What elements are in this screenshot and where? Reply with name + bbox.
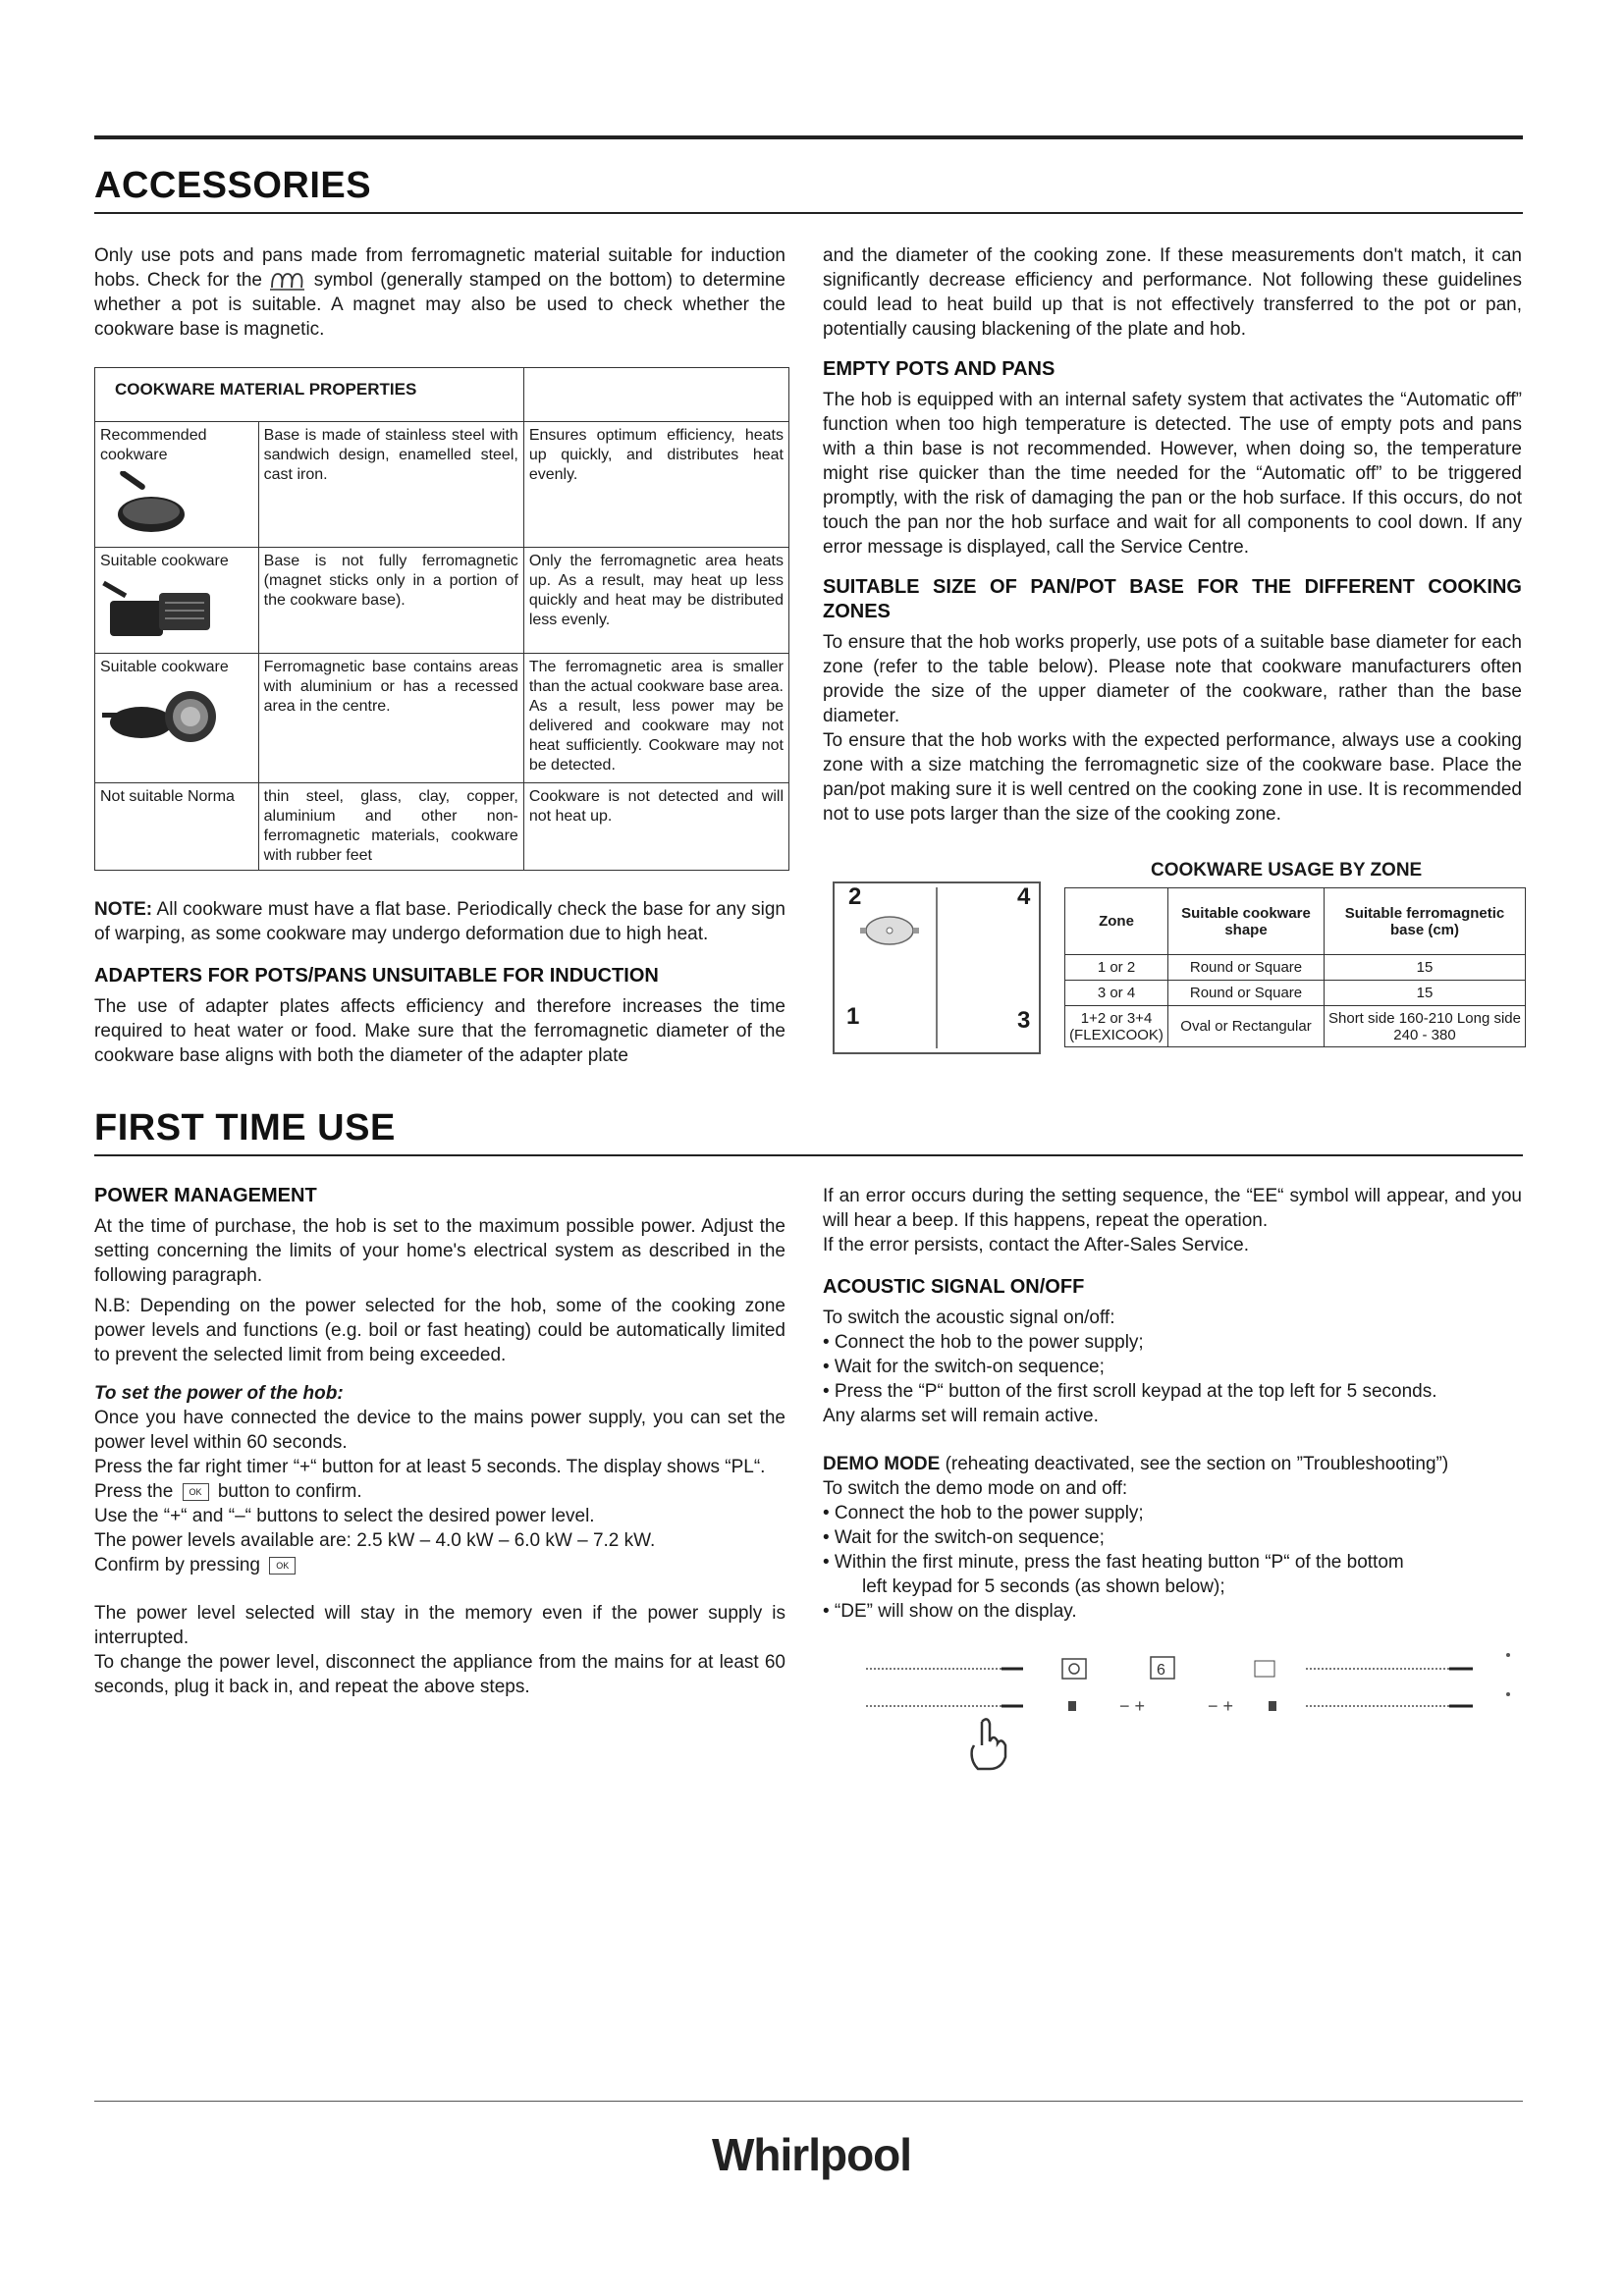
demo-sub: (reheating deactivated, see the section on ”Troubleshooting”) — [945, 1454, 1449, 1474]
row-result: The ferromagnetic area is smaller than the actual cookware base area. As a result, less power may be delivered and cookware may not heat sufficiently. Cookware may not be detected. — [523, 654, 788, 783]
adapters-text: The use of adapter plates affects efficiency and therefore increases the time required to heat water or food. Make sure that the ferromagnetic diameter of the cookware base aligns with both the diameter of the adapter plate — [94, 996, 785, 1066]
cell: Round or Square — [1168, 981, 1325, 1006]
table-row — [1065, 981, 1526, 1006]
accessories-intro — [94, 243, 785, 342]
cell: Oval or Rectangular — [1168, 1006, 1325, 1047]
demo-steps — [823, 1501, 1522, 1624]
pan-base-icon — [100, 683, 238, 752]
list-item: • Wait for the switch-on sequence; — [823, 1527, 1105, 1548]
set-p2: Press the far right timer “+“ button for at least 5 seconds. The display shows “PL“. — [94, 1457, 766, 1477]
acoustic-title: ACOUSTIC SIGNAL ON/OFF — [823, 1276, 1085, 1298]
list-item: • Connect the hob to the power supply; — [823, 1332, 1144, 1353]
list-item: left keypad for 5 seconds (as shown below); — [862, 1576, 1225, 1597]
demo-intro: To switch the demo mode on and off: — [823, 1478, 1128, 1499]
svg-text:6: 6 — [1157, 1662, 1165, 1679]
power-p2: N.B: Depending on the power selected for the hob, some of the cooking zone power levels and functions (e.g. boil or fast heating) could be automatically limited to prevent the selected limit from being exceeded. — [94, 1296, 785, 1365]
cell: 1 or 2 — [1065, 955, 1168, 981]
hob-divider — [936, 887, 938, 1048]
set-p3a: Press the — [94, 1481, 174, 1502]
base-header: Suitable ferromagnetic base (cm) — [1325, 888, 1526, 955]
acoustic-end: Any alarms set will remain active. — [823, 1406, 1099, 1426]
cell: 15 — [1325, 955, 1526, 981]
row-desc: thin steel, glass, clay, copper, aluminium and other non-ferromagnetic materials, cookware with rubber feet — [258, 783, 523, 871]
adapters-cont: and the diameter of the cooking zone. If these measurements don't match, it can significantly decrease efficiency and performance. Not following these guidelines could lead to heat build up that is not effectively transferred to the pot or pan, potentially causing blackening of the plate and hob. — [823, 245, 1522, 340]
size-text-2: To ensure that the hob works with the expected performance, always use a cooking zone with a size matching the ferromagnetic size of the cookware base. Place the pan/pot making sure it is well centred on the cooking zone in use. It is recommended not to use pots larger than the size of the cooking zone. — [823, 730, 1522, 825]
row-result: Only the ferromagnetic area heats up. As a result, may heat up less quickly and heat may be distributed less evenly. — [523, 548, 788, 654]
row-desc: Base is made of stainless steel with sandwich design, enamelled steel, cast iron. — [258, 422, 523, 548]
list-item: • Connect the hob to the power supply; — [823, 1503, 1144, 1523]
table-row — [95, 654, 789, 783]
cookware-material-table — [94, 367, 789, 871]
cell: 3 or 4 — [1065, 981, 1168, 1006]
row-desc: Ferromagnetic base contains areas with aluminium or has a recessed area in the centre. — [258, 654, 523, 783]
cell: 1+2 or 3+4 (FLEXICOOK) — [1065, 1006, 1168, 1047]
accessories-right — [823, 243, 1522, 832]
row-label: Suitable cookware — [100, 553, 229, 569]
set-p3b: button to confirm. — [217, 1481, 362, 1502]
accessories-rule — [94, 212, 1523, 214]
size-title: SUITABLE SIZE OF PAN/POT BASE FOR THE DIFFERENT COOKING ZONES — [823, 576, 1522, 622]
list-item: • Wait for the switch-on sequence; — [823, 1357, 1105, 1377]
induction-coil-icon — [269, 270, 306, 292]
adapters-title: ADAPTERS FOR POTS/PANS UNSUITABLE FOR INDUCTION — [94, 965, 659, 987]
first-use-right — [823, 1184, 1522, 1624]
row-result: Ensures optimum efficiency, heats up quickly, and distributes heat evenly. — [523, 422, 788, 548]
list-item: • Within the first minute, press the fast heating button “P“ of the bottom — [823, 1552, 1404, 1573]
note-label: NOTE: — [94, 899, 153, 920]
set-p5: The power levels available are: 2.5 kW – 4.0 kW – 6.0 kW – 7.2 kW. — [94, 1530, 656, 1551]
power-title: POWER MANAGEMENT — [94, 1185, 317, 1206]
table-row — [1065, 955, 1526, 981]
note-text: All cookware must have a flat base. Periodically check the base for any sign of warping, as some cookware may undergo deformation due to high heat. — [94, 899, 785, 944]
row-desc: Base is not fully ferromagnetic (magnet sticks only in a portion of the cookware base). — [258, 548, 523, 654]
footer-rule — [94, 2101, 1523, 2102]
set-p6: Confirm by pressing — [94, 1555, 260, 1575]
cell: Round or Square — [1168, 955, 1325, 981]
brand-logo: Whirlpool — [712, 2129, 912, 2180]
error-p2: If the error persists, contact the After-Sales Service. — [823, 1235, 1250, 1255]
zone-label-1: 1 — [846, 1003, 860, 1030]
size-text-1: To ensure that the hob works properly, use pots of a suitable base diameter for each zone (refer to the table below). Please note that cookware manufacturers often provide the size of the upper diameter of the cookware, rather than the base diameter. — [823, 632, 1522, 726]
accessories-left-bottom — [94, 897, 785, 1074]
row-label: Not suitable Norma — [95, 783, 259, 871]
accessories-title: ACCESSORIES — [94, 165, 372, 206]
usage-title: COOKWARE USAGE BY ZONE — [1151, 860, 1423, 881]
cell: 15 — [1325, 981, 1526, 1006]
shape-header: Suitable cookware shape — [1168, 888, 1325, 955]
set-p1: Once you have connected the device to the mains power supply, you can set the power level within 60 seconds. — [94, 1408, 785, 1453]
hob-diagram — [833, 881, 1041, 1054]
table-row — [95, 548, 789, 654]
grill-pan-icon — [100, 577, 238, 646]
set-p4: Use the “+“ and “–“ buttons to select the desired power level. — [94, 1506, 595, 1526]
table-row — [95, 422, 789, 548]
table-header-empty — [523, 368, 788, 422]
intro-text-1: Only use pots and pans made from ferromagnetic material suitable for induction hobs. Check for the — [94, 245, 785, 291]
first-use-title: FIRST TIME USE — [94, 1107, 396, 1148]
cell: Short side 160-210 Long side 240 - 380 — [1325, 1006, 1526, 1047]
error-p1: If an error occurs during the setting sequence, the “EE“ symbol will appear, and you will hear a beep. If this happens, repeat the operation. — [823, 1186, 1522, 1231]
intro-text-2: symbol (generally stamped on the bottom) to determine whether a pot is suitable. A magnet may also be used to check whether the cookware base is magnetic. — [94, 270, 785, 340]
empty-pots-title: EMPTY POTS AND PANS — [823, 358, 1056, 380]
svg-text:− +: − + — [1208, 1696, 1234, 1716]
svg-text:− +: − + — [1119, 1696, 1146, 1716]
demo-title: DEMO MODE — [823, 1454, 941, 1474]
row-label: Recommended cookware — [100, 427, 207, 463]
table-row — [95, 783, 789, 871]
hob-control-panel-illustration — [844, 1647, 1522, 1773]
table-row — [1065, 1006, 1526, 1047]
row-label: Suitable cookware — [100, 659, 229, 675]
acoustic-intro: To switch the acoustic signal on/off: — [823, 1308, 1115, 1328]
frying-pan-icon — [100, 471, 218, 540]
row-result: Cookware is not detected and will not heat up. — [523, 783, 788, 871]
list-item: • Press the “P“ button of the first scroll keypad at the top left for 5 seconds. — [823, 1381, 1437, 1402]
set-title: To set the power of the hob: — [94, 1383, 344, 1404]
table-header: COOKWARE MATERIAL PROPERTIES — [95, 368, 524, 422]
zone-header: Zone — [1065, 888, 1168, 955]
set-p7: The power level selected will stay in the memory even if the power supply is interrupted. — [94, 1603, 785, 1648]
zone-label-4: 4 — [1017, 883, 1031, 910]
first-use-rule — [94, 1154, 1523, 1156]
zone-label-3: 3 — [1017, 1007, 1031, 1034]
top-rule — [94, 135, 1523, 139]
first-use-left — [94, 1184, 785, 1699]
ok-key-icon: OK — [183, 1483, 209, 1501]
zone-table — [1064, 887, 1526, 1047]
ok-key-icon: OK — [269, 1557, 296, 1575]
list-item: • “DE” will show on the display. — [823, 1601, 1077, 1622]
pot-icon — [860, 911, 919, 950]
empty-pots-text: The hob is equipped with an internal safety system that activates the “Automatic off” function when too high temperature is detected. The use of empty pots and pans with a thin base is not recommended. However, when doing so, the temperature might rise quicker than the time needed for the “Automatic off” to be triggered promptly, with the risk of damaging the pan or the hob surface. If this occurs, do not touch the pan nor the hob surface and wait for all components to cool down. If any error message is displayed, call the Service Centre. — [823, 390, 1522, 558]
acoustic-steps — [823, 1330, 1522, 1404]
hand-pointer-icon — [972, 1719, 1005, 1769]
set-p8: To change the power level, disconnect the appliance from the mains for at least 60 seconds, plug it back in, and repeat the above steps. — [94, 1652, 785, 1697]
power-p1: At the time of purchase, the hob is set to the maximum possible power. Adjust the setting concerning the limits of your home's electrical system as described in the following paragraph. — [94, 1216, 785, 1286]
zone-label-2: 2 — [848, 883, 862, 910]
